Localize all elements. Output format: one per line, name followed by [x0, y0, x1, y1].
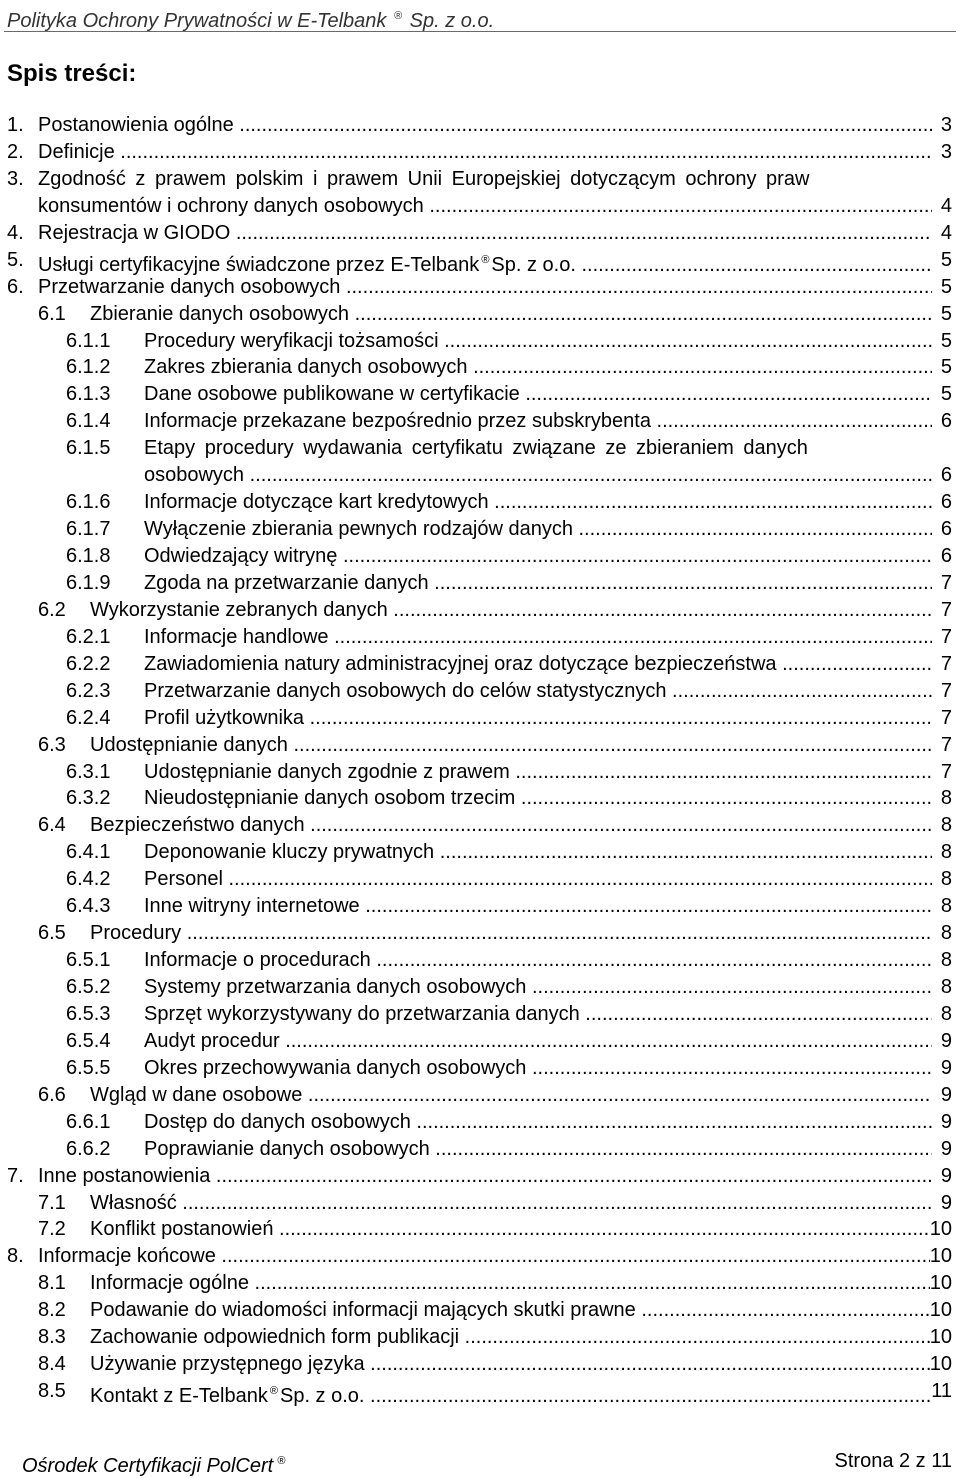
toc-entry-title — [38, 166, 932, 193]
toc-entry[interactable] — [0, 893, 960, 920]
toc-entry-text: Nieudostępnianie danych osobom trzecim — [144, 787, 516, 810]
toc-entry-page: 9 — [940, 1056, 952, 1079]
toc-entry[interactable] — [0, 1243, 960, 1270]
toc-entry-number: 8.2 — [38, 1299, 66, 1322]
toc-entry-number: 6.4.1 — [66, 841, 111, 864]
toc-entry-number: 6.5.4 — [66, 1029, 111, 1052]
toc-entry[interactable] — [0, 1001, 960, 1028]
toc-entry-page: 8 — [940, 949, 952, 972]
toc-entry-text: Konflikt postanowień — [90, 1218, 274, 1241]
toc-entry-page: 7 — [940, 571, 952, 594]
toc-entry-number: 6.1.8 — [66, 545, 111, 567]
toc-entry-number: 6.5.5 — [66, 1056, 111, 1079]
toc-entry-number: 8.1 — [38, 1272, 66, 1295]
toc-entry-text-suffix: Sp. z o.o. — [491, 253, 576, 276]
toc-entry-number: 1. — [7, 114, 24, 136]
toc-entry-text: Rejestracja w GIODO — [38, 221, 231, 244]
toc-entry-number: 8.5 — [38, 1380, 66, 1403]
toc-entry-number: 6.2.1 — [66, 625, 111, 648]
toc-entry-number: 6.6.1 — [66, 1110, 111, 1133]
toc-entry-number: 6.2.2 — [66, 652, 111, 675]
toc-entry[interactable] — [0, 193, 960, 220]
toc-entry[interactable] — [0, 1163, 960, 1190]
toc-entry-number: 6.4 — [38, 814, 66, 837]
toc-entry-text: Procedury — [90, 922, 182, 945]
toc-entry-title — [38, 112, 932, 139]
toc-entry-page: 5 — [940, 275, 952, 298]
toc-entry-text: Inne witryny internetowe — [144, 895, 360, 918]
toc-entry-page: 9 — [940, 1110, 952, 1133]
toc-entry[interactable] — [0, 489, 960, 516]
toc-entry[interactable] — [0, 759, 960, 786]
toc-entry[interactable] — [0, 1216, 960, 1243]
toc-entry-number: 6.1.6 — [66, 491, 111, 514]
toc-entry-page: 6 — [940, 491, 952, 514]
toc-entry-page: 10 — [929, 1218, 952, 1241]
toc-entry-title — [144, 516, 932, 543]
toc-entry-number: 6.4.3 — [66, 895, 111, 918]
toc-entry-text: Systemy przetwarzania danych osobowych — [144, 976, 527, 998]
toc-entry-title — [90, 1190, 932, 1217]
page-footer — [22, 1449, 952, 1478]
toc-entry-text: Zbieranie danych osobowych — [90, 302, 350, 325]
toc-entry-page: 9 — [940, 1164, 952, 1187]
toc-entry-page: 10 — [929, 1326, 952, 1349]
toc-title: Spis treści: — [7, 60, 137, 87]
toc-entry-text: osobowych — [144, 464, 245, 487]
toc-entry-text: Personel — [144, 868, 223, 891]
toc-entry-title — [144, 435, 932, 462]
toc-entry[interactable] — [0, 139, 960, 166]
toc-entry-number: 6.4.2 — [66, 868, 111, 891]
toc-entry-number: 6.1.7 — [66, 518, 111, 541]
toc-entry-page: 10 — [929, 1245, 952, 1268]
toc-entry[interactable] — [0, 274, 960, 301]
toc-entry-number: 6. — [7, 275, 24, 298]
header-title: Polityka Ochrony Prywatności w E-Telbank — [7, 10, 387, 32]
toc-entry[interactable] — [0, 1297, 960, 1324]
toc-entry-number: 6.3.2 — [66, 787, 111, 810]
toc-entry-title — [90, 812, 932, 839]
toc-entry-page: 8 — [940, 841, 952, 864]
toc-entry-number: 6.6.2 — [66, 1137, 111, 1160]
toc-entry-text: Profil użytkownika — [144, 706, 305, 729]
toc-entry[interactable] — [0, 624, 960, 651]
toc-entry-page: 5 — [940, 329, 952, 352]
toc-entry-number: 6.1.5 — [66, 437, 111, 460]
toc-entry-page: 8 — [940, 1002, 952, 1025]
toc-entry[interactable] — [0, 597, 960, 624]
toc-entry-text: Zawiadomienia natury administracyjnej oraz dotyczące bezpieczeństwa — [144, 652, 777, 675]
toc-entry-title — [144, 678, 932, 705]
toc-entry-page: 7 — [940, 706, 952, 729]
toc-entry-page: 3 — [940, 114, 952, 136]
toc-entry[interactable] — [0, 1136, 960, 1163]
toc-entry-title — [90, 1297, 930, 1324]
toc-entry-title — [144, 543, 932, 570]
toc-entry-text: Procedury weryfikacji tożsamości — [144, 329, 439, 352]
toc-entry[interactable] — [0, 920, 960, 947]
toc-entry-title — [90, 1270, 930, 1297]
toc-entry[interactable] — [0, 570, 960, 597]
toc-entry[interactable] — [0, 812, 960, 839]
toc-entry-title — [38, 1243, 930, 1270]
toc-entry-title — [144, 462, 932, 489]
toc-entry-text: Postanowienia ogólne — [38, 114, 234, 136]
toc-entry-number: 6.5.2 — [66, 976, 111, 998]
toc-entry-page: 11 — [931, 1380, 952, 1403]
toc-entry-page: 4 — [940, 221, 952, 244]
toc-entry[interactable] — [0, 435, 960, 462]
toc-entry[interactable] — [0, 705, 960, 732]
toc-entry-number: 8. — [7, 1245, 24, 1268]
toc-entry[interactable] — [0, 1190, 960, 1217]
toc-entry-title — [144, 651, 932, 678]
toc-entry-text: Audyt procedur — [144, 1029, 280, 1052]
registered-mark-icon: ® — [277, 1455, 286, 1467]
toc-entry-title — [144, 570, 932, 597]
toc-entry-page: 7 — [940, 625, 952, 648]
toc-entry-title — [90, 732, 932, 759]
footer-org-name: Ośrodek Certyfikacji PolCert — [22, 1455, 274, 1477]
toc-entry-number: 6.1.1 — [66, 329, 111, 352]
toc-entry-page: 3 — [940, 140, 952, 163]
toc-entry-text: Zakres zbierania danych osobowych — [144, 356, 468, 379]
toc-entry-title — [144, 974, 932, 1001]
toc-entry-text: Wykorzystanie zebranych danych — [90, 598, 388, 621]
toc-entry[interactable] — [0, 328, 960, 355]
toc-entry[interactable] — [0, 166, 960, 193]
toc-entry-text: Informacje handlowe — [144, 625, 329, 648]
toc-entry-page: 8 — [940, 787, 952, 810]
toc-entry-title — [90, 1351, 930, 1378]
toc-entry-text: Używanie przystępnego języka — [90, 1353, 365, 1376]
toc-entry-title — [38, 1163, 932, 1190]
toc-entry-number: 6.3 — [38, 733, 66, 756]
toc-entry-number: 6.1.9 — [66, 571, 111, 594]
toc-entry-number: 3. — [7, 167, 24, 190]
toc-entry-title — [144, 705, 932, 732]
toc-entry-text: Podawanie do wiadomości informacji mających skutki prawne — [90, 1299, 636, 1322]
toc-entry-number: 6.1 — [38, 302, 66, 325]
toc-entry-text: Informacje o procedurach — [144, 949, 371, 972]
toc-entry[interactable] — [0, 1378, 960, 1408]
toc-entry-title — [90, 1378, 930, 1410]
toc-entry[interactable] — [0, 516, 960, 543]
toc-entry-page: 7 — [940, 598, 952, 621]
toc-entry-number: 6.2.4 — [66, 706, 111, 729]
toc-entry-number: 6.1.3 — [66, 383, 111, 406]
toc-entry[interactable] — [0, 301, 960, 328]
toc-entry-number: 2. — [7, 140, 24, 163]
toc-entry-title — [90, 597, 932, 624]
toc-entry[interactable] — [0, 462, 960, 489]
toc-entry[interactable] — [0, 112, 960, 139]
toc-entry-number: 6.2 — [38, 598, 66, 621]
toc-entry-page: 9 — [940, 1191, 952, 1214]
toc-entry-page: 8 — [940, 868, 952, 891]
toc-entry-title — [38, 139, 932, 166]
toc-entry-page: 5 — [940, 248, 952, 271]
toc-entry-page: 4 — [940, 194, 952, 217]
toc-entry-page: 6 — [940, 518, 952, 541]
toc-entry-text: Etapy procedury wydawania certyfikatu związane ze zbieraniem danych — [144, 437, 808, 460]
toc-entry[interactable] — [0, 543, 960, 570]
toc-entry-number: 7.2 — [38, 1218, 66, 1241]
toc-entry-text: Wgląd w dane osobowe — [90, 1083, 303, 1106]
toc-entry[interactable] — [0, 866, 960, 893]
toc-entry-number: 6.1.2 — [66, 356, 111, 379]
toc-entry-title — [144, 1136, 932, 1163]
toc-entry[interactable] — [0, 785, 960, 812]
registered-mark-icon: ® — [481, 253, 490, 266]
toc-entry-text: Przetwarzanie danych osobowych — [38, 275, 341, 298]
toc-entry-text: Deponowanie kluczy prywatnych — [144, 841, 435, 864]
toc-entry-text: Informacje przekazane bezpośrednio przez subskrybenta — [144, 410, 651, 433]
toc-entry-page: 8 — [940, 814, 952, 837]
toc-entry-page: 7 — [940, 652, 952, 675]
toc-entry-text: Okres przechowywania danych osobowych — [144, 1056, 527, 1079]
toc-entry-page: 9 — [940, 1083, 952, 1106]
toc-entry[interactable] — [0, 1028, 960, 1055]
toc-entry-page: 10 — [929, 1272, 952, 1295]
toc-entry[interactable] — [0, 354, 960, 381]
toc-entry-text: Przetwarzanie danych osobowych do celów statystycznych — [144, 679, 667, 702]
toc-entry-page: 8 — [940, 976, 952, 998]
toc-entry-text: Kontakt z E-Telbank — [90, 1385, 268, 1408]
toc-entry-title — [144, 1109, 932, 1136]
toc-entry-number: 6.5.3 — [66, 1002, 111, 1025]
toc-entry-number: 8.3 — [38, 1326, 66, 1349]
toc-entry-text: Własność — [90, 1191, 177, 1214]
toc-entry-page: 10 — [929, 1353, 952, 1376]
toc-entry-text-suffix: Sp. z o.o. — [279, 1385, 365, 1408]
toc-entry-text: Odwiedzający witrynę — [144, 545, 338, 567]
toc-entry-title — [144, 354, 932, 381]
toc-entry-text: Sprzęt wykorzystywany do przetwarzania danych — [144, 1002, 580, 1025]
toc-entry-title — [144, 866, 932, 893]
toc-entry[interactable] — [0, 1324, 960, 1351]
toc-entry-text: Udostępnianie danych zgodnie z prawem — [144, 760, 510, 783]
toc-entry-text: Definicje — [38, 140, 115, 163]
toc-entry-title — [144, 408, 932, 435]
toc-entry-title — [90, 1082, 932, 1109]
registered-mark-icon: ® — [269, 1385, 278, 1398]
toc-entry[interactable] — [0, 947, 960, 974]
toc-entry-page: 5 — [940, 383, 952, 406]
toc-entry-number: 6.5 — [38, 922, 66, 945]
toc-entry-page: 8 — [940, 922, 952, 945]
header-divider — [4, 31, 956, 32]
toc-entry-number: 6.2.3 — [66, 679, 111, 702]
toc-entry[interactable] — [0, 247, 960, 274]
toc-entry-page: 5 — [940, 302, 952, 325]
toc-entry-number: 6.6 — [38, 1083, 66, 1106]
toc-entry[interactable] — [0, 1109, 960, 1136]
toc-entry-number: 6.1.4 — [66, 410, 111, 433]
toc-entry-number: 8.4 — [38, 1353, 66, 1376]
page-number: Strona 2 z 11 — [834, 1450, 952, 1472]
toc-entry-text: Informacje ogólne — [90, 1272, 249, 1295]
toc-entry-page: 6 — [940, 545, 952, 567]
toc-entry[interactable] — [0, 732, 960, 759]
toc-entry[interactable] — [0, 1055, 960, 1082]
toc-entry[interactable] — [0, 1351, 960, 1378]
toc-entry-page: 10 — [929, 1299, 952, 1322]
toc-entry-title — [144, 1001, 932, 1028]
toc-entry-title — [144, 1028, 932, 1055]
toc-entry-number: 6.3.1 — [66, 760, 111, 783]
toc-entry-text: Zgoda na przetwarzanie danych — [144, 571, 429, 594]
toc-entry-number: 4. — [7, 221, 24, 244]
toc-entry-page: 9 — [940, 1029, 952, 1052]
toc-entry-title — [38, 193, 932, 220]
toc-entry-title — [144, 489, 932, 516]
toc-entry-text: Bezpieczeństwo danych — [90, 814, 305, 837]
toc-entry-text: Informacje dotyczące kart kredytowych — [144, 491, 489, 514]
toc-entry-page: 5 — [940, 356, 952, 379]
toc-entry-text: Zgodność z prawem polskim i prawem Unii Europejskiej dotyczącym ochrony praw — [38, 167, 810, 190]
toc-entry-text: Dane osobowe publikowane w certyfikacie — [144, 383, 520, 406]
toc-entry-title — [90, 1324, 930, 1351]
toc-entry-title — [90, 1216, 930, 1243]
toc-entry-title — [38, 274, 932, 301]
toc-entry-number: 7.1 — [38, 1191, 66, 1214]
toc-entry-page: 7 — [940, 679, 952, 702]
toc-entry[interactable] — [0, 381, 960, 408]
toc-entry-title — [90, 920, 932, 947]
toc-entry[interactable] — [0, 839, 960, 866]
toc-entry-page: 6 — [940, 464, 952, 487]
toc-entry-number: 6.5.1 — [66, 949, 111, 972]
toc-entry-text: Poprawianie danych osobowych — [144, 1137, 430, 1160]
toc-entry-title — [144, 381, 932, 408]
toc-entry[interactable] — [0, 220, 960, 247]
toc-entry-title — [144, 328, 932, 355]
toc-entry-page: 6 — [940, 410, 952, 433]
toc-entry-number: 5. — [7, 248, 24, 271]
toc-entry-page: 9 — [940, 1137, 952, 1160]
toc-entry-title — [144, 947, 932, 974]
toc-entry-title — [144, 785, 932, 812]
toc-entry-text: Informacje końcowe — [38, 1245, 216, 1268]
toc-entry-title — [38, 220, 932, 247]
page-header — [7, 3, 953, 34]
toc-entry-title — [90, 301, 932, 328]
toc-entry-title — [144, 1055, 932, 1082]
toc-entry-text: Udostępnianie danych — [90, 733, 288, 756]
toc-entry-text: konsumentów i ochrony danych osobowych — [38, 194, 424, 217]
toc-entry-title — [144, 893, 932, 920]
toc-entry-page: 7 — [940, 733, 952, 756]
toc-entry[interactable] — [0, 651, 960, 678]
toc-entry[interactable] — [0, 1270, 960, 1297]
toc-entry-number: 7. — [7, 1164, 24, 1187]
toc-entry[interactable] — [0, 1082, 960, 1109]
toc-entry-text: Dostęp do danych osobowych — [144, 1110, 411, 1133]
toc-entry-title — [144, 624, 932, 651]
toc-entry-text: Zachowanie odpowiednich form publikacji — [90, 1326, 460, 1349]
header-title-suffix: Sp. z o.o. — [409, 10, 495, 32]
toc-entry[interactable] — [0, 678, 960, 705]
table-of-contents — [0, 112, 960, 1408]
toc-entry-text: Inne postanowienia — [38, 1164, 211, 1187]
toc-entry-text: Wyłączenie zbierania pewnych rodzajów danych — [144, 518, 573, 541]
toc-entry[interactable] — [0, 408, 960, 435]
toc-entry-text: Usługi certyfikacyjne świadczone przez E-Telbank — [38, 253, 480, 276]
toc-entry-title — [144, 759, 932, 786]
toc-entry[interactable] — [0, 974, 960, 1001]
toc-entry-page: 7 — [940, 760, 952, 783]
registered-mark-icon: ® — [393, 10, 403, 22]
toc-entry-page: 8 — [940, 895, 952, 918]
toc-entry-title — [144, 839, 932, 866]
